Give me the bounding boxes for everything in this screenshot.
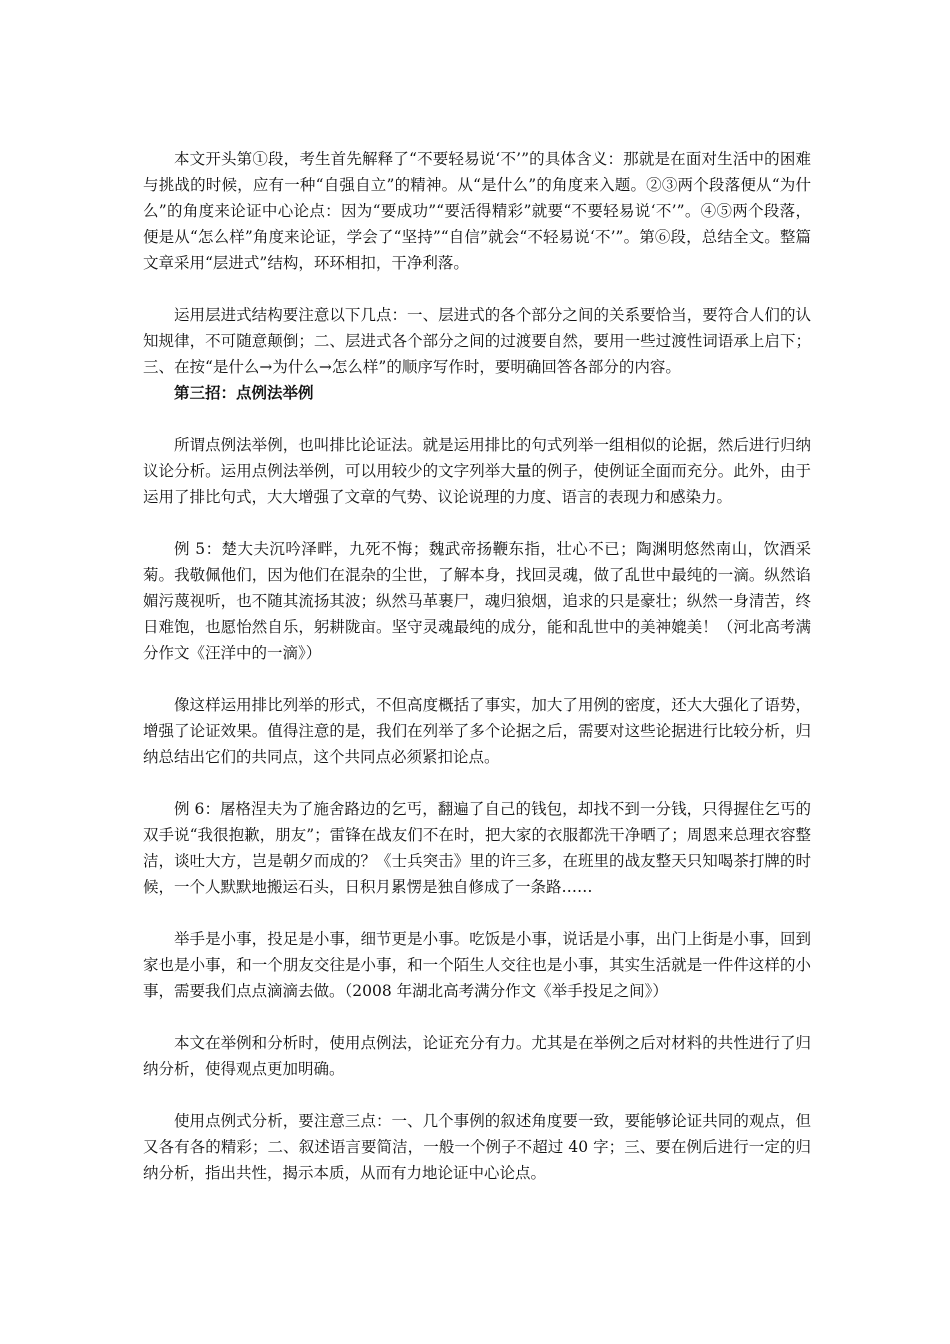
- paragraph-example-6: 例 6：屠格涅夫为了施舍路边的乞丐，翻遍了自己的钱包，却找不到一分钱，只得握住乞丐的双手说“我很抱歉，朋友”；雷锋在战友们不在时，把大家的衣服都洗干净晒了；周恩来总理衣容整洁，谈吐大方，岂是朝夕而成的？《士兵突击》里的许三多，在班里的战友整天只知喝茶打牌的时候，一个人默默地搬运石头，日积月累愣是独自修成了一条路……: [143, 800, 811, 896]
- paragraph-structure-analysis: 本文开头第①段，考生首先解释了“不要轻易说‘不’”的具体含义：那就是在面对生活中的困难与挑战的时候，应有一种“自强自立”的精神。从“是什么”的角度来入题。②③两个段落便从“为什么”的角度来论证中心论点：因为“要成功”“要活得精彩”就要“不要轻易说‘不’”。④⑤两个段落，便是从“怎么样”角度来论证，学会了“坚持”“自信”就会“不轻易说‘不’”。第⑥段，总结全文。整篇文章采用“层进式”结构，环环相扣，干净利落。: [143, 150, 811, 272]
- paragraph-progressive-structure-notes: 运用层进式结构要注意以下几点：一、层进式的各个部分之间的关系要恰当，要符合人们的认知规律，不可随意颠倒；二、层进式各个部分之间的过渡要自然，要用一些过渡性词语承上启下；三、在按“是什么→为什么→怎么样”的顺序写作时，要明确回答各部分的内容。: [143, 306, 811, 376]
- section-heading: 第三招：点例法举例: [174, 383, 314, 402]
- paragraph-parallelism-effect: 像这样运用排比列举的形式，不但高度概括了事实，加大了用例的密度，还大大强化了语势，增强了论证效果。值得注意的是，我们在列举了多个论据之后，需要对这些论据进行比较分析，归纳总结出它们的共同点，这个共同点必须紧扣论点。: [143, 696, 811, 766]
- paragraph-small-things: 举手是小事，投足是小事，细节更是小事。吃饭是小事，说话是小事，出门上街是小事，回到家也是小事，和一个朋友交往是小事，和一个陌生人交往也是小事，其实生活就是一件件这样的小事，需要我们点点滴滴去做。（2008 年湖北高考满分作文《举手投足之间》）: [143, 930, 811, 1000]
- document-body: [143, 146, 811, 1186]
- paragraph-analysis-comment: 本文在举例和分析时，使用点例法，论证充分有力。尤其是在举例之后对材料的共性进行了归纳分析，使得观点更加明确。: [143, 1034, 811, 1078]
- paragraph-example-5: 例 5：楚大夫沉吟泽畔，九死不悔；魏武帝扬鞭东指，壮心不已；陶渊明悠然南山，饮酒采菊。我敬佩他们，因为他们在混杂的尘世，了解本身，找回灵魂，做了乱世中最纯的一滴。纵然谄媚污蔑视听，也不随其流扬其波；纵然马革裹尸，魂归狼烟，追求的只是豪壮；纵然一身清苦，终日难饱，也愿怡然自乐，躬耕陇亩。坚守灵魂最纯的成分，能和乱世中的美神媲美！（河北高考满分作文《汪洋中的一滴》）: [143, 540, 811, 662]
- paragraph-usage-notes: 使用点例式分析，要注意三点：一、几个事例的叙述角度要一致，要能够论证共同的观点，但又各有各的精彩；二、叙述语言要简洁，一般一个例子不超过 40 字；三、要在例后进行一定的归纳分析，指出共性，揭示本质，从而有力地论证中心论点。: [143, 1112, 811, 1182]
- paragraph-point-example-definition: 所谓点例法举例，也叫排比论证法。就是运用排比的句式列举一组相似的论据，然后进行归纳议论分析。运用点例法举例，可以用较少的文字列举大量的例子，使例证全面而充分。此外，由于运用了排比句式，大大增强了文章的气势、议论说理的力度、语言的表现力和感染力。: [143, 436, 811, 506]
